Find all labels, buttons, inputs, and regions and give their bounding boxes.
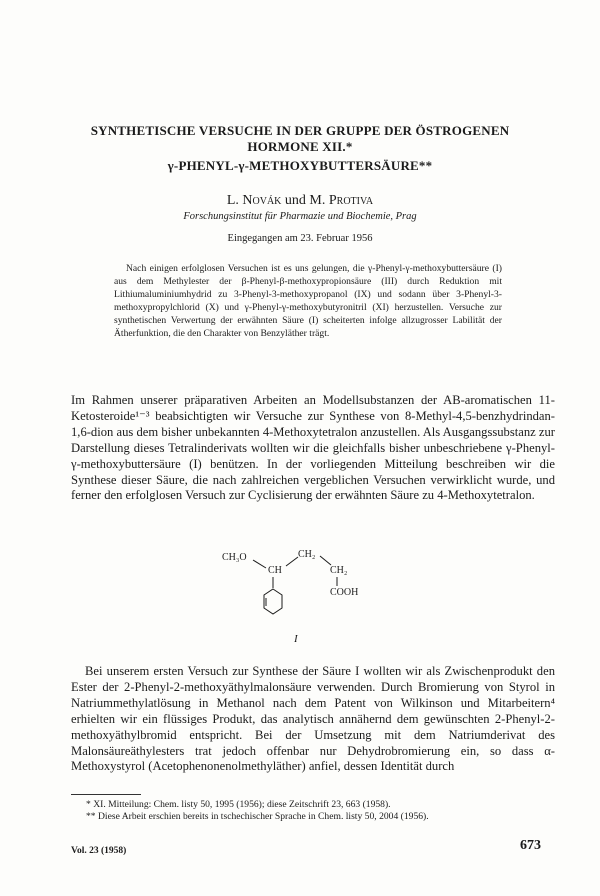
paragraph-1: Im Rahmen unserer präparativen Arbeiten an Modellsubstanzen der AB-aromatischen 11-Ketosteroide¹⁻³ beabsichtigten wir Versuche zur Synthese von 8-Methyl-4,5-benzhydrindan-1,6-dion aus dem bisher unbekannten 4-Methoxytetralon anzustellen. Als Ausgangssubstanz zur Darstellung dieses Tetralinderivats wollten wir die gleichfalls bisher unbeschriebene γ-Phenyl-γ-methoxybuttersäure (I) benützen. In der vorliegenden Mitteilung beschreiben wir die Synthese dieser Säure, die nach zahlreichen vergeblichen Versuchen verwirklicht wurde, und ferner den erfolglosen Versuch zur Cyclisierung der erwähnten Säure zu 4-Methoxytetralon. xyxy=(71,393,555,503)
volume-footer: Vol. 23 (1958) xyxy=(71,846,127,856)
formula-label: I xyxy=(294,633,298,645)
authors xyxy=(0,193,600,209)
formula-ch2-a: CH₂ xyxy=(298,549,316,560)
author-conjunction: und xyxy=(284,193,306,208)
structural-formula xyxy=(218,546,398,646)
institution: Forschungsinstitut für Pharmazie und Biochemie, Prag xyxy=(183,211,417,222)
author-1: L. Novák xyxy=(226,193,282,208)
received-date: Eingegangen am 23. Februar 1956 xyxy=(227,233,373,244)
paragraph-2: Bei unserem ersten Versuch zur Synthese der Säure I wollten wir als Zwischenprodukt den Ester der 2-Phenyl-2-methoxyäthylmalonsäure verwenden. Durch Bromierung von Styrol in Natriummethylatlösung in Methanol nach dem Patent von Wilkinson und Mitarbeitern⁴ erhielten wir ein flüssiges Produkt, das analytisch annähernd dem gewünschten 2-Phenyl-2-methoxyäthylbromid entspricht. Bei der Umsetzung mit dem Natriumderivat des Malonsäureäthylesters trat jedoch offenbar nur Dehydrobromierung ein, so dass α-Methoxystyrol (Acetophenonenolmethyläther) anfiel, dessen Identität durch xyxy=(71,664,555,774)
title-line-3: γ-PHENYL-γ-METHOXYBUTTERSÄURE** xyxy=(167,158,433,173)
formula-svg xyxy=(218,546,398,646)
footnote-1: * XI. Mitteilung: Chem. listy 50, 1995 (1956); diese Zeitschrift 23, 663 (1958). xyxy=(86,799,391,810)
footnote-rule xyxy=(71,794,141,795)
footnote-2: ** Diese Arbeit erschien bereits in tschechischer Sprache in Chem. listy 50, 2004 (1956). xyxy=(86,811,429,822)
abstract: Nach einigen erfolglosen Versuchen ist es uns gelungen, die γ-Phenyl-γ-methoxybuttersäure (I) aus dem Methylester der β-Phenyl-β-methoxypropionsäure (III) durch Reduktion mit Lithiumaluminiumhydrid zu 3-Phenyl-3-methoxypropanol (IX) und sodann über 3-Phenyl-3-methoxypropylchlorid (X) und γ-Phenyl-γ-methoxybutyronitril (XI) herzustellen. Versuche zur synthetischen Verwertung der erwähnten Säure (I) scheiterten infolge allzugrosser Labilität der Ätherfunktion, die den Charakter von Benzyläther trägt. xyxy=(114,263,502,340)
formula-cooh: COOH xyxy=(330,587,359,598)
formula-ch: CH xyxy=(268,565,282,576)
title-line-2: HORMONE XII.* xyxy=(247,139,353,154)
author-2: M. Protiva xyxy=(309,193,374,208)
title-line-1: SYNTHETISCHE VERSUCHE IN DER GRUPPE DER ÖSTROGENEN xyxy=(90,123,510,138)
formula-bonds xyxy=(253,556,337,614)
formula-och3: CH₃O xyxy=(222,552,247,563)
formula-ch2-b: CH₂ xyxy=(330,565,348,576)
page-number: 673 xyxy=(520,838,541,853)
